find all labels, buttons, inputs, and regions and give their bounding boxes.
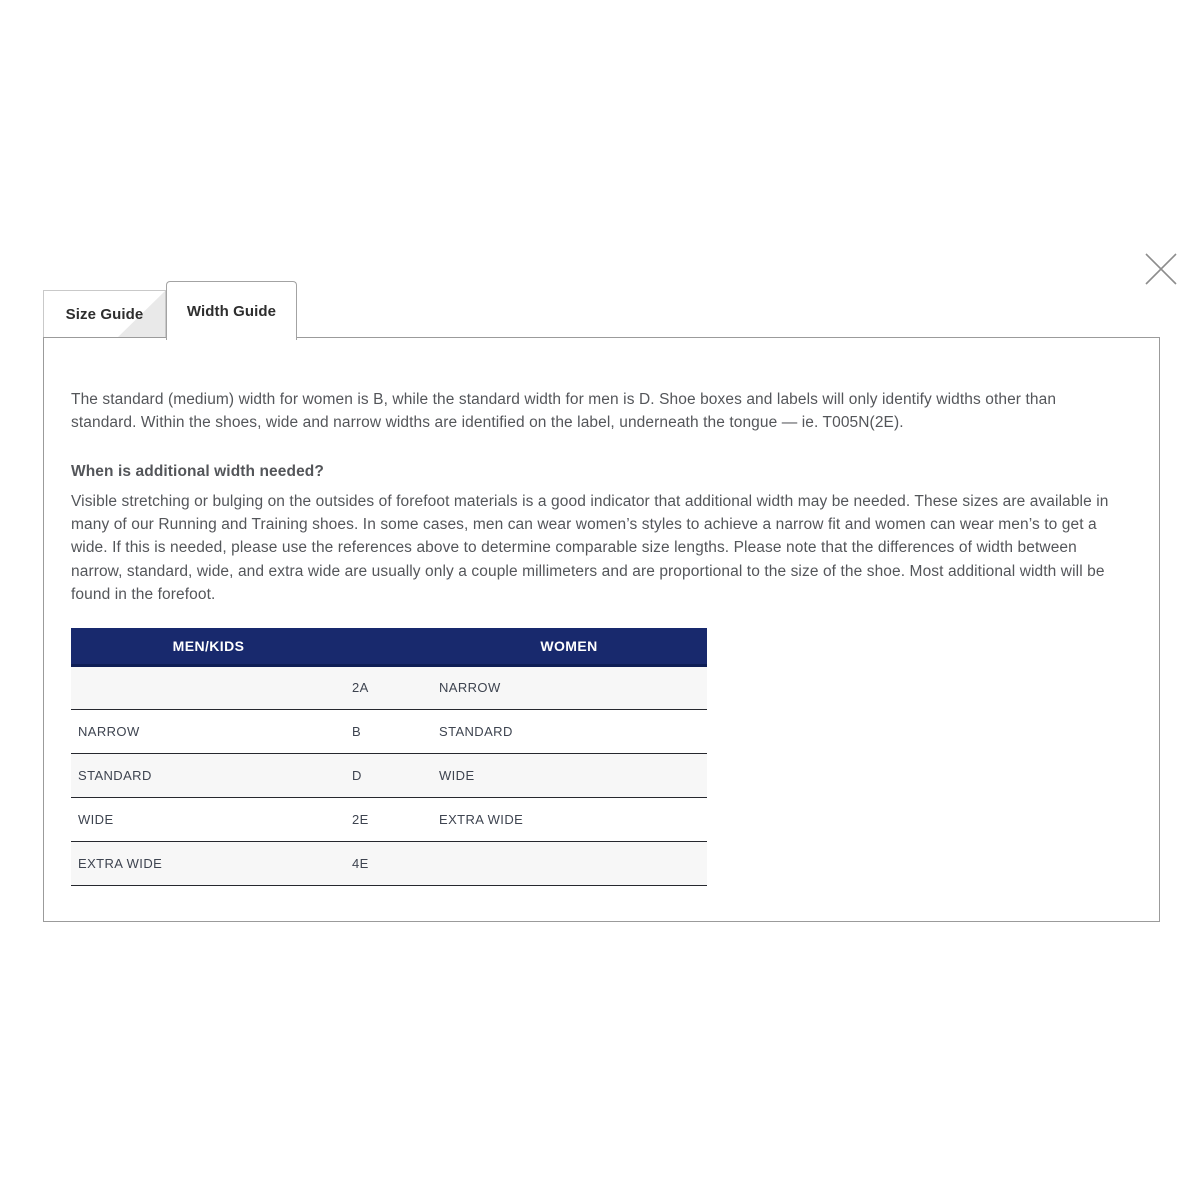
tab-size-guide[interactable]: [43, 290, 166, 338]
close-icon: [1142, 250, 1180, 288]
intro-paragraph: The standard (medium) width for women is B, while the standard width for men is D. Shoe boxes and labels will only identify widths other than standard. Within the shoes, wide and narrow widths are identified on the label, underneath the tongue — ie. T005N(2E).: [71, 391, 1057, 432]
cell-women: STANDARD: [431, 709, 707, 753]
table-row: [71, 665, 707, 709]
cell-women: WIDE: [431, 753, 707, 797]
cell-men: EXTRA WIDE: [71, 841, 346, 885]
section-body: Visible stretching or bulging on the outsides of forefoot materials is a good indicator that additional width may be needed. These sizes are available in many of our Running and Training shoes. In some cases, men can wear women’s styles to achieve a narrow fit and women can wear men’s to get a wide. If this is needed, please use the references above to determine comparable size lengths. Please note that the differences of width between narrow, standard, wide, and extra wide are usually only a couple millimeters and are proportional to the size of the shoe. Most additional width will be found in the forefoot.: [71, 492, 1109, 604]
table-row: [71, 709, 707, 753]
header-men-kids: MEN/KIDS: [71, 628, 346, 665]
header-women: WOMEN: [431, 628, 707, 665]
table-row: [71, 753, 707, 797]
section-heading: When is additional width needed?: [71, 462, 324, 480]
cell-women: NARROW: [431, 665, 707, 709]
cell-code: D: [346, 753, 431, 797]
width-guide-panel: [43, 337, 1160, 922]
table-row: [71, 841, 707, 885]
cell-women: [431, 841, 707, 885]
tab-width-guide-label: Width Guide: [186, 302, 277, 320]
cell-men: WIDE: [71, 797, 346, 841]
cell-code: B: [346, 709, 431, 753]
tab-width-guide[interactable]: [166, 281, 297, 340]
cell-men: [71, 665, 346, 709]
close-button[interactable]: [1142, 250, 1180, 288]
cell-men: STANDARD: [71, 753, 346, 797]
width-comparison-table: [71, 628, 707, 886]
cell-code: 4E: [346, 841, 431, 885]
tab-size-guide-label: Size Guide: [65, 306, 144, 323]
table-header-row: [71, 628, 707, 665]
header-spacer: [346, 628, 431, 665]
cell-code: 2E: [346, 797, 431, 841]
cell-women: EXTRA WIDE: [431, 797, 707, 841]
table-row: [71, 797, 707, 841]
cell-code: 2A: [346, 665, 431, 709]
cell-men: NARROW: [71, 709, 346, 753]
